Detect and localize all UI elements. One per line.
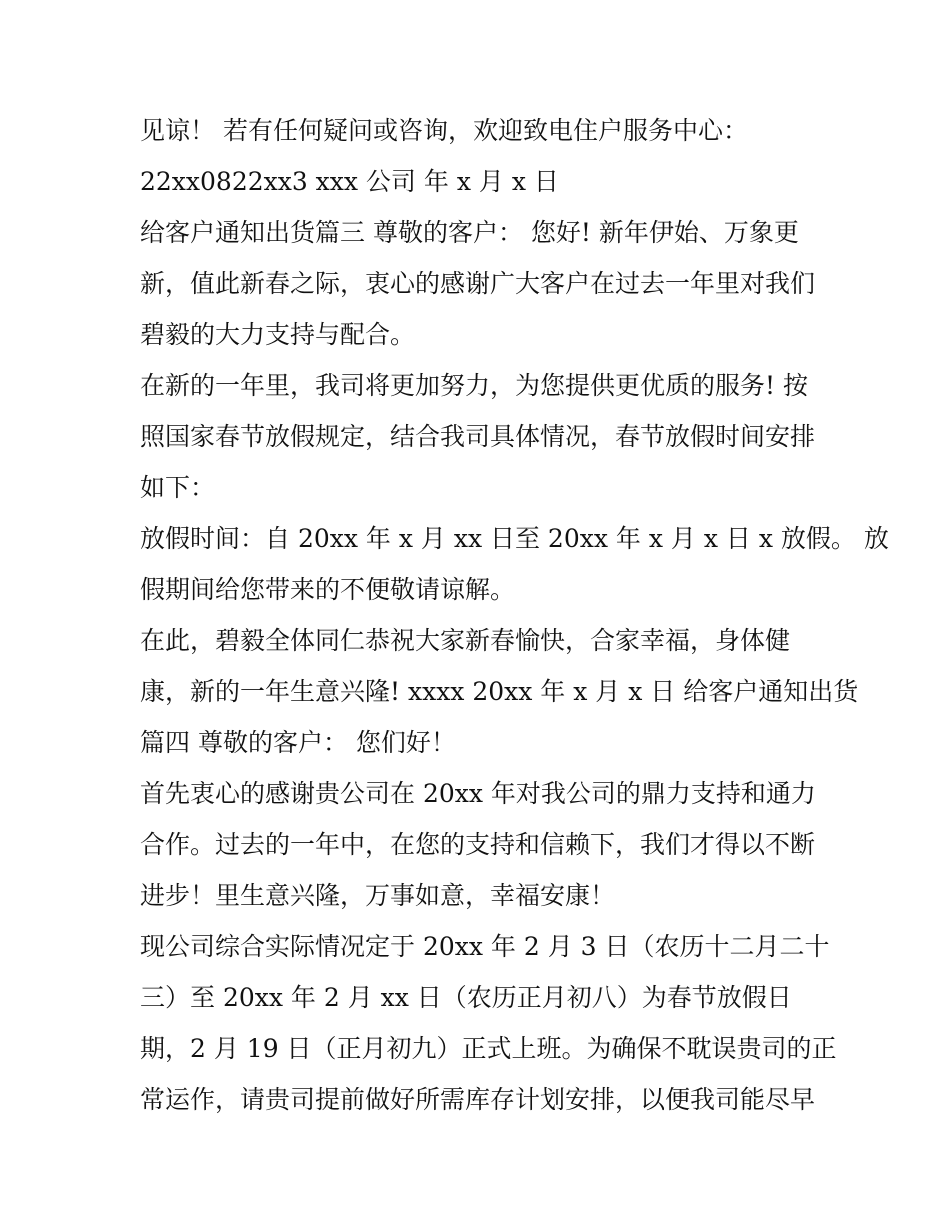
text-line: 假期间给您带来的不便敬请谅解。: [140, 575, 516, 604]
text-line: 给客户通知出货篇三 尊敬的客户： 您好! 新年伊始、万象更: [140, 218, 799, 247]
text-line: 照国家春节放假规定，结合我司具体情况，春节放假时间安排: [140, 422, 816, 451]
text-line: 康，新的一年生意兴隆! xxxx 20xx 年 x 月 x 日 给客户通知出货: [140, 677, 859, 706]
text-line: 首先衷心的感谢贵公司在 20xx 年对我公司的鼎力支持和通力: [140, 779, 816, 808]
text-line: 三）至 20xx 年 2 月 xx 日（农历正月初八）为春节放假日: [140, 983, 792, 1012]
text-line: 22xx0822xx3 xxx 公司 年 x 月 x 日: [140, 167, 559, 196]
text-line: 见谅！ 若有任何疑问或咨询，欢迎致电住户服务中心：: [140, 116, 748, 145]
text-line: 进步！里生意兴隆，万事如意，幸福安康！: [140, 881, 616, 910]
text-line: 常运作，请贵司提前做好所需库存计划安排，以便我司能尽早: [140, 1085, 816, 1114]
text-line: 合作。过去的一年中，在您的支持和信赖下，我们才得以不断: [140, 830, 816, 859]
text-line: 在此，碧毅全体同仁恭祝大家新春愉快，合家幸福，身体健: [140, 626, 791, 655]
text-line: 如下：: [140, 473, 216, 502]
text-line: 现公司综合实际情况定于 20xx 年 2 月 3 日（农历十二月二十: [140, 932, 830, 961]
text-line: 碧毅的大力支持与配合。: [140, 320, 416, 349]
text-line: 期，2 月 19 日（正月初九）正式上班。为确保不耽误贵司的正: [140, 1034, 837, 1063]
text-line: 放假时间：自 20xx 年 x 月 xx 日至 20xx 年 x 月 x 日 x 放假。 放: [140, 524, 889, 553]
document-body: [140, 105, 889, 1125]
text-line: 篇四 尊敬的客户： 您们好！: [140, 728, 456, 757]
text-line: 新，值此新春之际，衷心的感谢广大客户在过去一年里对我们: [140, 269, 816, 298]
text-line: 在新的一年里，我司将更加努力，为您提供更优质的服务! 按: [140, 371, 808, 400]
